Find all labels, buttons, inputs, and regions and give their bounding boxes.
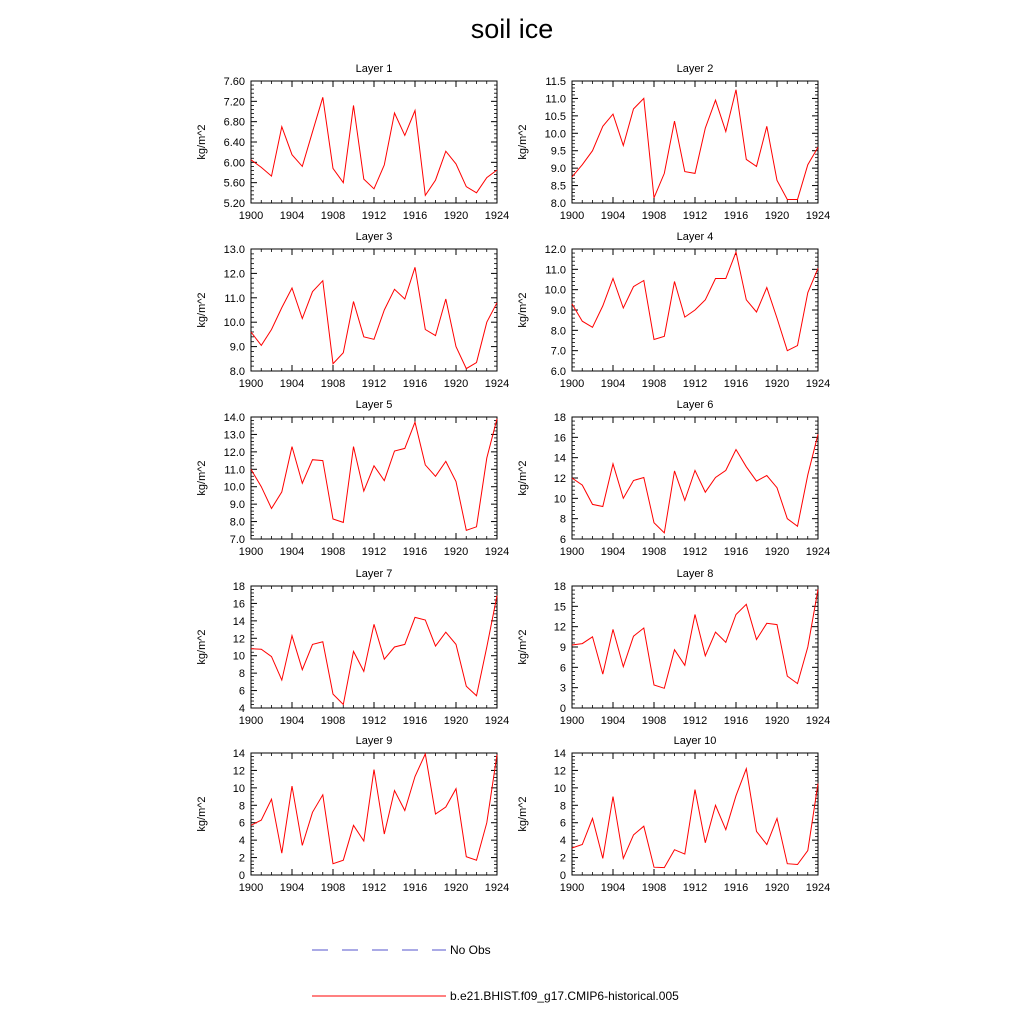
y-tick-label: 10 <box>232 650 245 663</box>
plot-frame <box>572 81 818 203</box>
x-tick-label: 1908 <box>641 378 667 390</box>
x-tick-label: 1904 <box>279 378 305 390</box>
y-tick-label: 11.0 <box>545 93 566 106</box>
x-tick-label: 1908 <box>320 210 346 222</box>
x-tick-label: 1904 <box>600 715 626 727</box>
y-tick-label: 4 <box>238 703 245 715</box>
x-tick-label: 1912 <box>361 882 387 894</box>
y-tick-label: 5.60 <box>223 177 245 190</box>
y-tick-label: 10 <box>553 782 566 795</box>
panel-title: Layer 4 <box>676 231 714 243</box>
x-tick-label: 1908 <box>641 546 667 558</box>
y-axis-label: kg/m^2 <box>517 629 529 665</box>
y-tick-label: 6 <box>559 662 566 675</box>
x-tick-label: 1904 <box>600 546 626 558</box>
y-tick-label: 10 <box>232 782 245 795</box>
x-tick-label: 1900 <box>238 546 264 558</box>
y-tick-label: 6.0 <box>550 366 566 378</box>
y-tick-label: 10.0 <box>544 284 566 297</box>
y-axis-label: kg/m^2 <box>196 629 208 665</box>
y-tick-label: 6.00 <box>223 157 245 170</box>
y-tick-label: 8 <box>559 800 566 813</box>
legend-entry-no-obs <box>312 943 491 957</box>
panel-layer-10 <box>517 735 830 894</box>
y-tick-label: 14 <box>232 748 245 760</box>
y-axis-label: kg/m^2 <box>517 124 529 160</box>
y-tick-label: 8 <box>238 668 245 681</box>
panel-title: Layer 5 <box>355 399 393 411</box>
x-tick-label: 1904 <box>600 378 626 390</box>
x-tick-label: 1904 <box>279 882 305 894</box>
y-axis-label: kg/m^2 <box>517 292 529 328</box>
y-tick-label: 8 <box>238 800 245 813</box>
y-tick-label: 12.0 <box>223 446 245 459</box>
y-axis-label: kg/m^2 <box>196 796 208 832</box>
panel-layer-2 <box>517 63 830 222</box>
legend-entry-model <box>312 989 679 1003</box>
y-tick-label: 12 <box>232 765 245 778</box>
y-axis-label: kg/m^2 <box>517 460 529 496</box>
x-tick-label: 1900 <box>559 715 585 727</box>
y-tick-label: 12.0 <box>223 268 245 281</box>
y-tick-label: 18 <box>553 412 566 424</box>
x-tick-label: 1908 <box>641 882 667 894</box>
plot-frame <box>251 586 497 708</box>
series-line <box>572 252 818 351</box>
y-tick-label: 9.0 <box>229 499 245 512</box>
x-tick-label: 1924 <box>805 882 831 894</box>
y-tick-label: 0 <box>559 870 566 882</box>
x-tick-label: 1904 <box>600 882 626 894</box>
y-tick-label: 10 <box>553 493 566 506</box>
legend-label: b.e21.BHIST.f09_g17.CMIP6-historical.005 <box>450 989 679 1003</box>
y-tick-label: 8.0 <box>550 198 566 210</box>
x-tick-label: 1916 <box>402 715 428 727</box>
x-tick-label: 1912 <box>682 882 708 894</box>
y-tick-label: 10.0 <box>544 128 566 141</box>
y-tick-label: 16 <box>553 432 566 445</box>
y-tick-label: 3 <box>559 682 566 695</box>
y-tick-label: 6 <box>559 817 566 830</box>
y-tick-label: 4 <box>238 835 245 848</box>
y-tick-label: 14 <box>553 452 566 465</box>
x-tick-label: 1900 <box>559 210 585 222</box>
x-tick-label: 1920 <box>764 715 790 727</box>
panel-layer-9 <box>196 735 509 894</box>
y-axis-label: kg/m^2 <box>517 796 529 832</box>
x-tick-label: 1924 <box>484 210 510 222</box>
x-tick-label: 1924 <box>805 715 831 727</box>
x-tick-label: 1924 <box>805 546 831 558</box>
series-line <box>572 589 818 688</box>
x-tick-label: 1920 <box>443 882 469 894</box>
y-tick-label: 12 <box>232 633 245 646</box>
y-tick-label: 4 <box>559 835 566 848</box>
x-tick-label: 1900 <box>559 378 585 390</box>
x-tick-label: 1908 <box>641 715 667 727</box>
y-tick-label: 12 <box>553 765 566 778</box>
panel-title: Layer 9 <box>355 735 393 747</box>
plot-frame <box>251 249 497 371</box>
x-tick-label: 1908 <box>320 378 346 390</box>
x-tick-label: 1924 <box>484 715 510 727</box>
x-tick-label: 1912 <box>361 210 387 222</box>
plot-frame <box>572 753 818 875</box>
y-tick-label: 18 <box>232 581 245 593</box>
y-tick-label: 7.60 <box>223 76 245 88</box>
panel-title: Layer 10 <box>673 735 717 747</box>
x-tick-label: 1920 <box>443 378 469 390</box>
x-tick-label: 1900 <box>559 882 585 894</box>
x-tick-label: 1920 <box>443 210 469 222</box>
x-tick-label: 1912 <box>361 546 387 558</box>
y-tick-label: 16 <box>232 598 245 611</box>
y-tick-label: 14 <box>232 615 245 628</box>
y-tick-label: 0 <box>559 703 566 715</box>
y-tick-label: 6.40 <box>223 137 245 149</box>
x-tick-label: 1916 <box>402 546 428 558</box>
x-tick-label: 1900 <box>238 882 264 894</box>
panel-title: Layer 8 <box>676 568 714 580</box>
y-tick-label: 11.0 <box>545 264 566 277</box>
y-tick-label: 7.0 <box>550 345 566 358</box>
y-tick-label: 5.20 <box>223 198 245 210</box>
x-tick-label: 1916 <box>723 882 749 894</box>
chart-title: soil ice <box>470 14 554 44</box>
x-tick-label: 1916 <box>723 715 749 727</box>
y-tick-label: 7.0 <box>229 534 245 546</box>
x-tick-label: 1908 <box>320 882 346 894</box>
x-tick-label: 1924 <box>805 378 831 390</box>
x-tick-label: 1912 <box>361 715 387 727</box>
panel-title: Layer 7 <box>355 568 393 580</box>
panel-layer-3 <box>196 231 509 390</box>
series-line <box>251 267 497 368</box>
y-tick-label: 8.0 <box>550 325 566 338</box>
x-tick-label: 1912 <box>682 546 708 558</box>
y-tick-label: 9.0 <box>550 305 566 317</box>
panel-layer-5 <box>196 399 509 558</box>
series-line <box>251 97 497 195</box>
y-tick-label: 8.0 <box>229 516 245 529</box>
x-tick-label: 1920 <box>764 882 790 894</box>
panel-layer-4 <box>517 231 830 390</box>
panel-title: Layer 1 <box>355 63 393 75</box>
y-tick-label: 9 <box>559 642 566 654</box>
x-tick-label: 1924 <box>484 882 510 894</box>
x-tick-label: 1916 <box>723 378 749 390</box>
x-tick-label: 1916 <box>402 882 428 894</box>
x-tick-label: 1900 <box>559 546 585 558</box>
legend <box>312 943 679 1003</box>
y-tick-label: 15 <box>553 601 566 614</box>
y-tick-label: 9.0 <box>550 163 566 176</box>
y-tick-label: 0 <box>238 870 245 882</box>
y-tick-label: 14 <box>553 748 566 760</box>
x-tick-label: 1904 <box>279 715 305 727</box>
x-tick-label: 1920 <box>443 715 469 727</box>
y-tick-label: 12.0 <box>544 244 566 256</box>
x-tick-label: 1916 <box>402 210 428 222</box>
series-line <box>251 596 497 705</box>
y-tick-label: 13.0 <box>223 244 245 256</box>
panel-title: Layer 2 <box>676 63 714 75</box>
y-tick-label: 8 <box>559 513 566 526</box>
y-tick-label: 7.20 <box>223 96 245 109</box>
legend-label: No Obs <box>450 943 491 957</box>
y-tick-label: 10.5 <box>544 110 566 123</box>
series-line <box>251 754 497 864</box>
plot-frame <box>572 417 818 539</box>
x-tick-label: 1920 <box>764 378 790 390</box>
y-axis-label: kg/m^2 <box>196 124 208 160</box>
y-tick-label: 2 <box>238 852 245 865</box>
y-tick-label: 18 <box>553 581 566 593</box>
x-tick-label: 1924 <box>805 210 831 222</box>
y-tick-label: 11.0 <box>224 292 245 305</box>
x-tick-label: 1900 <box>238 378 264 390</box>
y-tick-label: 11.0 <box>224 464 245 477</box>
series-line <box>572 434 818 533</box>
x-tick-label: 1900 <box>238 210 264 222</box>
x-tick-label: 1904 <box>600 210 626 222</box>
x-tick-label: 1908 <box>320 546 346 558</box>
x-tick-label: 1908 <box>320 715 346 727</box>
panel-layer-8 <box>517 568 830 727</box>
y-tick-label: 12 <box>553 473 566 485</box>
x-tick-label: 1916 <box>723 210 749 222</box>
panel-layer-6 <box>517 399 830 558</box>
series-line <box>572 90 818 200</box>
y-tick-label: 10.0 <box>223 481 245 494</box>
y-tick-label: 6 <box>238 685 245 698</box>
x-tick-label: 1908 <box>641 210 667 222</box>
y-tick-label: 11.5 <box>545 76 566 88</box>
x-tick-label: 1924 <box>484 546 510 558</box>
y-tick-label: 8.5 <box>550 180 566 193</box>
series-line <box>572 769 818 868</box>
y-tick-label: 9.0 <box>229 341 245 354</box>
y-tick-label: 6 <box>559 534 566 546</box>
y-tick-label: 12 <box>553 621 566 634</box>
x-tick-label: 1904 <box>279 210 305 222</box>
y-tick-label: 13.0 <box>223 429 245 442</box>
y-tick-label: 9.5 <box>550 145 566 158</box>
panel-layer-7 <box>196 568 509 727</box>
y-tick-label: 6 <box>238 817 245 830</box>
y-axis-label: kg/m^2 <box>196 292 208 328</box>
x-tick-label: 1920 <box>443 546 469 558</box>
x-tick-label: 1916 <box>402 378 428 390</box>
series-line <box>251 419 497 531</box>
x-tick-label: 1904 <box>279 546 305 558</box>
y-tick-label: 2 <box>559 852 566 865</box>
x-tick-label: 1900 <box>238 715 264 727</box>
y-axis-label: kg/m^2 <box>196 460 208 496</box>
panel-title: Layer 3 <box>355 231 393 243</box>
plot-frame <box>251 417 497 539</box>
y-tick-label: 6.80 <box>223 116 245 129</box>
x-tick-label: 1916 <box>723 546 749 558</box>
y-tick-label: 8.0 <box>229 366 245 378</box>
panel-title: Layer 6 <box>676 399 714 411</box>
x-tick-label: 1912 <box>361 378 387 390</box>
x-tick-label: 1912 <box>682 210 708 222</box>
y-tick-label: 10.0 <box>223 317 245 330</box>
panel-layer-1 <box>196 63 509 222</box>
panels-group <box>196 63 830 894</box>
y-tick-label: 14.0 <box>223 412 245 424</box>
x-tick-label: 1912 <box>682 715 708 727</box>
x-tick-label: 1920 <box>764 210 790 222</box>
x-tick-label: 1912 <box>682 378 708 390</box>
x-tick-label: 1924 <box>484 378 510 390</box>
x-tick-label: 1920 <box>764 546 790 558</box>
